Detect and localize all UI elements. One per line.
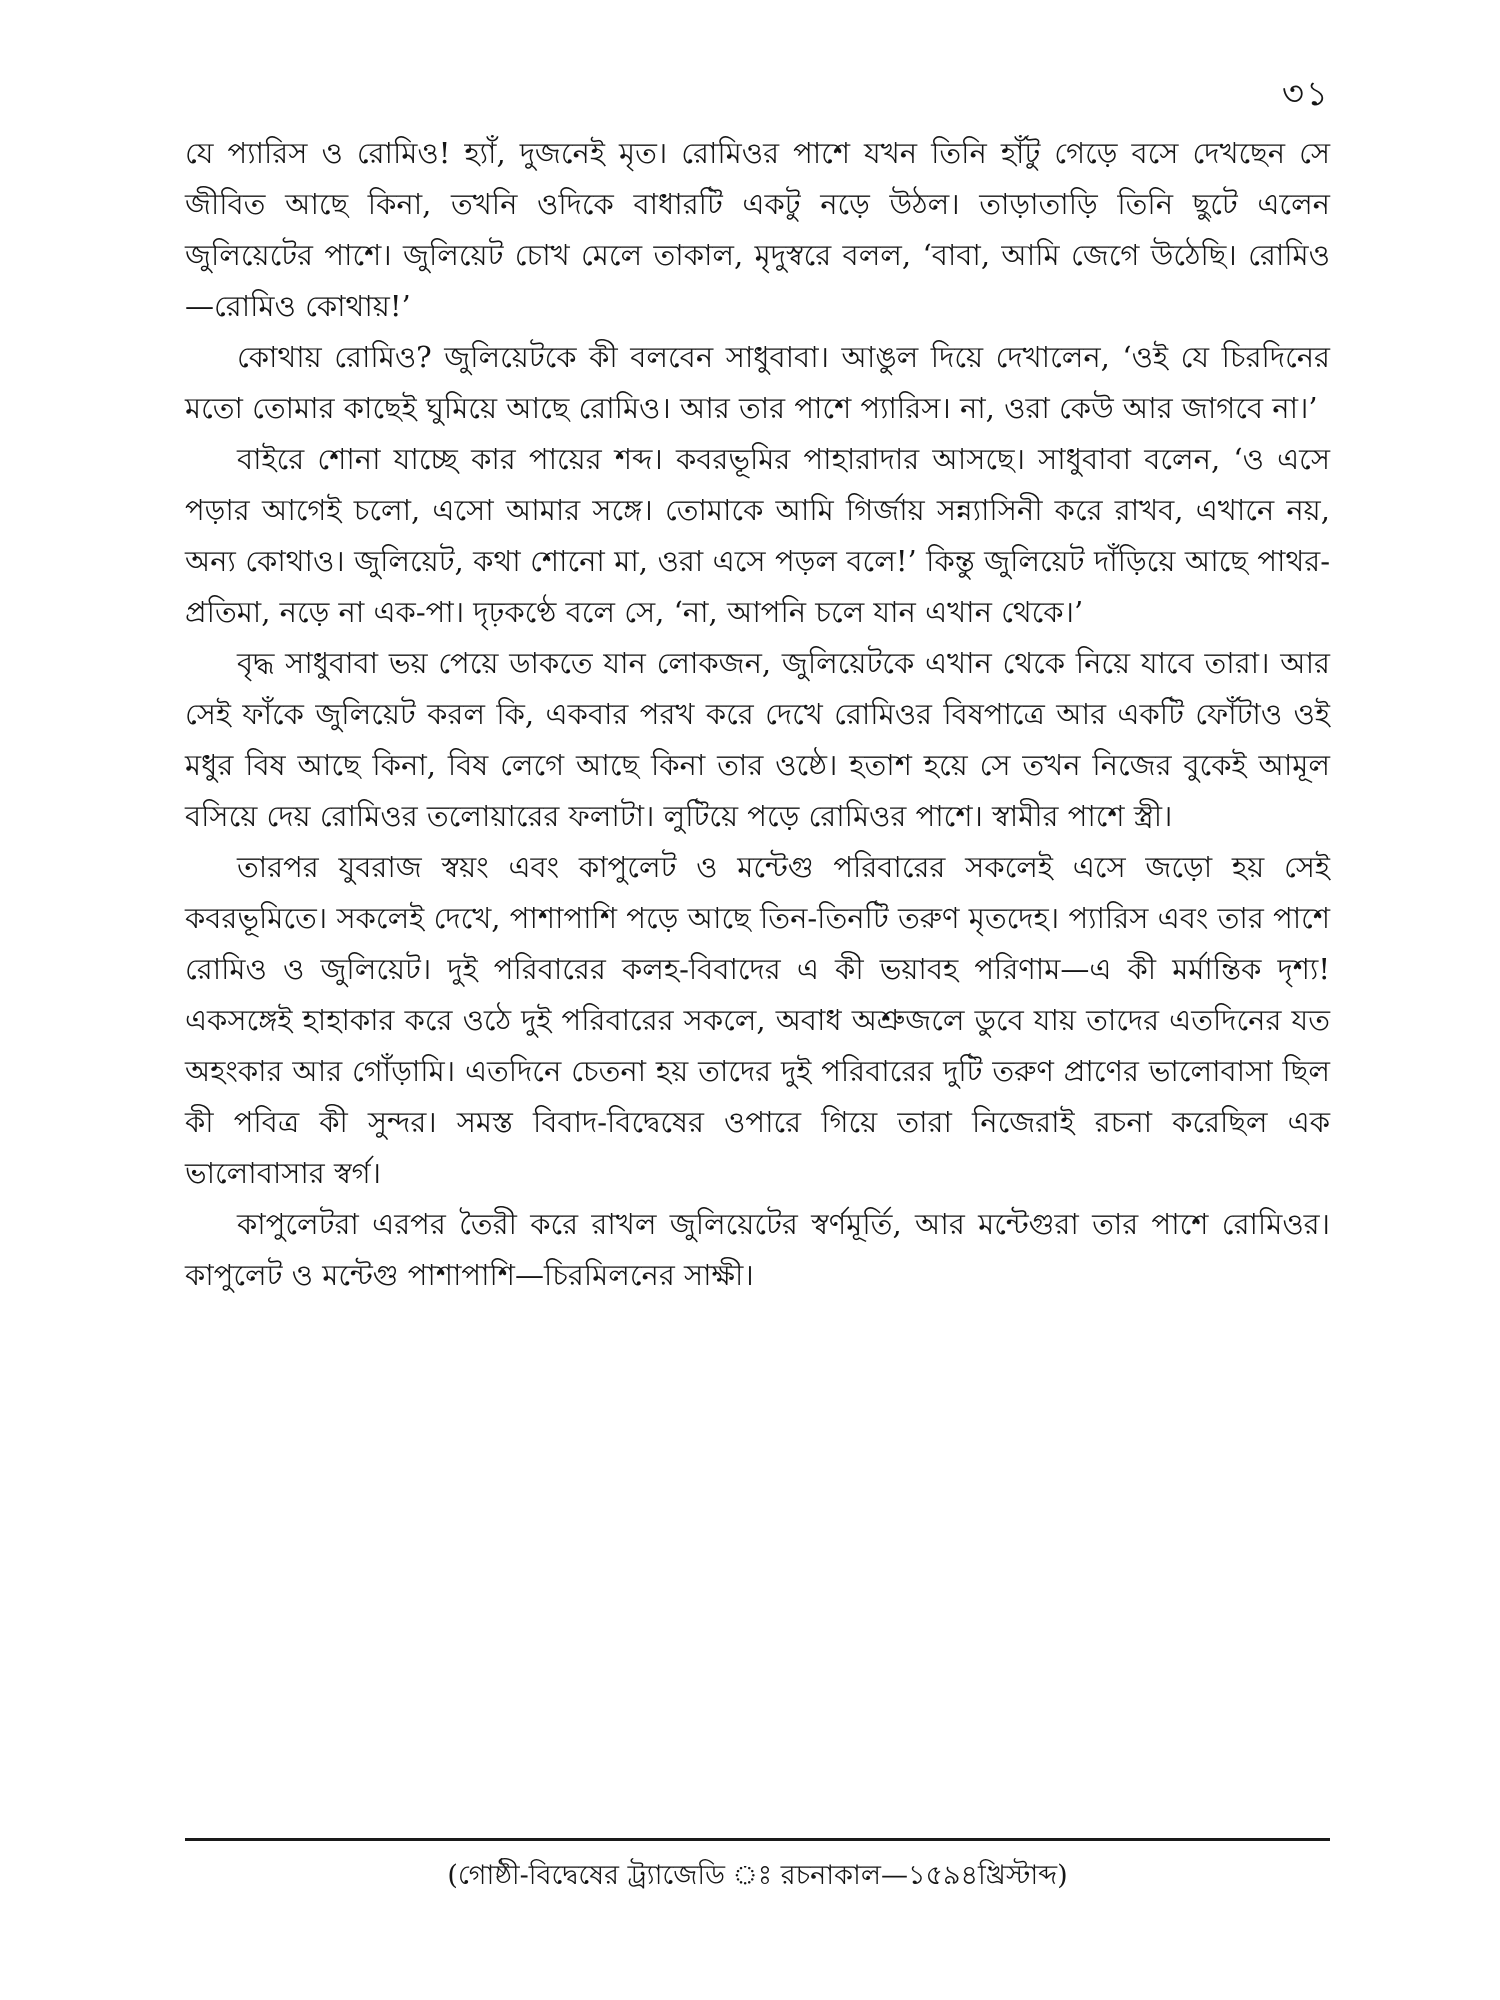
- page-number: ৩১: [1281, 74, 1330, 114]
- paragraph: বৃদ্ধ সাধুবাবা ভয় পেয়ে ডাকতে যান লোকজন, জুলিয়েটকে এখান থেকে নিয়ে যাবে তারা। আর সেই ফাঁকে জুলিয়েট করল কি, একবার পরখ করে দেখে রোমিওর বিষপাত্রে আর একটি ফোঁটাও ওই মধুর বিষ আছে কিনা, বিষ লেগে আছে কিনা তার ওষ্ঠে। হতাশ হয়ে সে তখন নিজের বুকেই আমূল বসিয়ে দেয় রোমিওর তলোয়ারের ফলাটা। লুটিয়ে পড়ে রোমিওর পাশে। স্বামীর পাশে স্ত্রী।: [185, 646, 1330, 833]
- paragraph: কোথায় রোমিও? জুলিয়েটকে কী বলবেন সাধুবাবা। আঙুল দিয়ে দেখালেন, ‘ওই যে চিরদিনের মতো তোমার কাছেই ঘুমিয়ে আছে রোমিও। আর তার পাশে প্যারিস। না, ওরা কেউ আর জাগবে না।’: [185, 340, 1330, 425]
- paragraph: কাপুলেটরা এরপর তৈরী করে রাখল জুলিয়েটের স্বর্ণমূর্তি, আর মন্টেগুরা তার পাশে রোমিওর। কাপুলেট ও মন্টেগু পাশাপাশি—চিরমিলনের সাক্ষী।: [185, 1207, 1330, 1292]
- paragraph: তারপর যুবরাজ স্বয়ং এবং কাপুলেট ও মন্টেগু পরিবারের সকলেই এসে জড়ো হয় সেই কবরভূমিতে। সকলেই দেখে, পাশাপাশি পড়ে আছে তিন-তিনটি তরুণ মৃতদেহ। প্যারিস এবং তার পাশে রোমিও ও জুলিয়েট। দুই পরিবারের কলহ-বিবাদের এ কী ভয়াবহ পরিণাম—এ কী মর্মান্তিক দৃশ্য! একসঙ্গেই হাহাকার করে ওঠে দুই পরিবারের সকলে, অবাধ অশ্রুজলে ডুবে যায় তাদের এতদিনের যত অহংকার আর গোঁড়ামি। এতদিনে চেতনা হয় তাদের দুই পরিবারের দুটি তরুণ প্রাণের ভালোবাসা ছিল কী পবিত্র কী সুন্দর। সমস্ত বিবাদ-বিদ্বেষের ওপারে গিয়ে তারা নিজেরাই রচনা করেছিল এক ভালোবাসার স্বর্গ।: [185, 850, 1330, 1190]
- paragraph: বাইরে শোনা যাচ্ছে কার পায়ের শব্দ। কবরভূমির পাহারাদার আসছে। সাধুবাবা বলেন, ‘ও এসে পড়ার আগেই চলো, এসো আমার সঙ্গে। তোমাকে আমি গির্জায় সন্ন্যাসিনী করে রাখব, এখানে নয়, অন্য কোথাও। জুলিয়েট, কথা শোনো মা, ওরা এসে পড়ল বলে!’ কিন্তু জুলিয়েট দাঁড়িয়ে আছে পাথর-প্রতিমা, নড়ে না এক-পা। দৃঢ়কণ্ঠে বলে সে, ‘না, আপনি চলে যান এখান থেকে।’: [185, 442, 1330, 629]
- body-text: [185, 128, 1330, 1301]
- paragraph: যে প্যারিস ও রোমিও! হ্যাঁ, দুজনেই মৃত। রোমিওর পাশে যখন তিনি হাঁটু গেড়ে বসে দেখছেন সে জীবিত আছে কিনা, তখনি ওদিকে বাধারটি একটু নড়ে উঠল। তাড়াতাড়ি তিনি ছুটে এলেন জুলিয়েটের পাশে। জুলিয়েট চোখ মেলে তাকাল, মৃদুস্বরে বলল, ‘বাবা, আমি জেগে উঠেছি। রোমিও—রোমিও কোথায়!’: [185, 136, 1330, 323]
- footnote-divider: [185, 1838, 1330, 1841]
- footnote: (গোষ্ঠী-বিদ্বেষের ট্র্যাজেডি ঃ রচনাকাল—১৫৯৪খ্রিস্টাব্দ): [447, 1860, 1068, 1891]
